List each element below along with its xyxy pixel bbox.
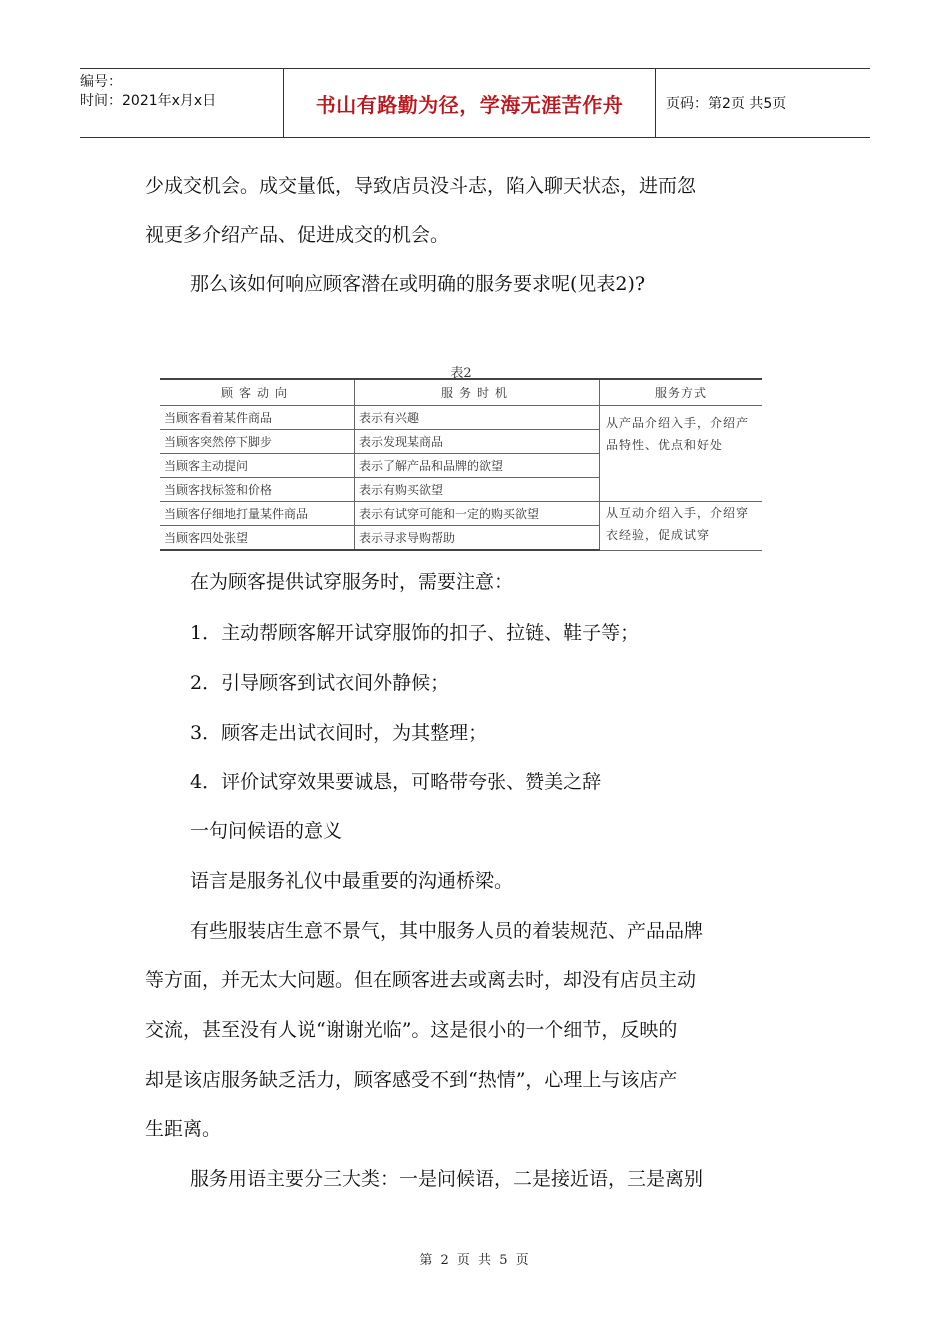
table-cell: 当顾客看着某件商品 [160, 406, 355, 430]
doc-time: 时间：2021年x月x日 [80, 93, 217, 109]
paragraph-line: 有些服装店生意不景气，其中服务人员的着装规范、产品品牌 [190, 920, 704, 942]
paragraph: 在为顾客提供试穿服务时，需要注意： [190, 571, 514, 593]
paragraph: 语言是服务礼仪中最重要的沟通桥梁。 [190, 870, 514, 892]
paragraph-line: 视更多介绍产品、促进成交的机会。 [145, 224, 450, 246]
table-cell: 当顾客四处张望 [160, 526, 355, 551]
header-meta [80, 69, 283, 141]
table-cell: 表示有试穿可能和一定的购买欲望 [355, 502, 600, 526]
header-page-info: 页码：第2页 共5页 [666, 96, 787, 112]
table-cell-method: 从产品介绍入手，介绍产品特性、优点和好处 [600, 406, 763, 502]
table-cell: 表示有兴趣 [355, 406, 600, 430]
list-item: 4．评价试穿效果要诚恳，可略带夸张、赞美之辞 [190, 771, 602, 793]
paragraph-line: 服务用语主要分三大类：一是问候语，二是接近语，三是离别 [190, 1168, 704, 1190]
paragraph-line: 生距离。 [145, 1118, 222, 1140]
paragraph-line: 少成交机会。成交量低，导致店员没斗志，陷入聊天状态，进而忽 [145, 175, 697, 197]
doc-number: 编号： [80, 74, 122, 90]
table-caption: 表2 [450, 366, 472, 381]
section-heading: 一句问候语的意义 [190, 820, 343, 842]
table-cell: 表示了解产品和品牌的欲望 [355, 454, 600, 478]
header-motto: 书山有路勤为径，学海无涯苦作舟 [283, 69, 656, 137]
table-cell-method: 从互动介绍入手，介绍穿衣经验，促成试穿 [600, 502, 763, 551]
list-item: 3．顾客走出试衣间时，为其整理； [190, 722, 488, 744]
table-cell: 当顾客主动提问 [160, 454, 355, 478]
table-row [160, 502, 762, 526]
page-footer: 第 2 页 共 5 页 [419, 1253, 531, 1268]
table-header: 服务时机 [355, 379, 600, 406]
table-header: 服务方式 [600, 379, 763, 406]
page-header [80, 68, 870, 138]
table-cell: 表示寻求导购帮助 [355, 526, 600, 551]
table-cell: 当顾客仔细地打量某件商品 [160, 502, 355, 526]
table-cell: 当顾客突然停下脚步 [160, 430, 355, 454]
paragraph-line: 却是该店服务缺乏活力，顾客感受不到“热情”，心理上与该店产 [145, 1069, 678, 1091]
list-item: 2．引导顾客到试衣间外静候； [190, 672, 450, 694]
table-row [160, 406, 762, 430]
table-header: 顾客动向 [160, 379, 355, 406]
paragraph-line: 等方面，并无太大问题。但在顾客进去或离去时，却没有店员主动 [145, 969, 697, 991]
table-header-row [160, 379, 762, 406]
table-cell: 表示有购买欲望 [355, 478, 600, 502]
service-table [160, 378, 762, 551]
paragraph-line: 交流，甚至没有人说“谢谢光临”。这是很小的一个细节，反映的 [145, 1019, 678, 1041]
table-cell: 表示发现某商品 [355, 430, 600, 454]
paragraph: 那么该如何响应顾客潜在或明确的服务要求呢(见表2)? [190, 273, 646, 295]
table-cell: 当顾客找标签和价格 [160, 478, 355, 502]
table-figure [160, 360, 762, 550]
list-item: 1．主动帮顾客解开试穿服饰的扣子、拉链、鞋子等； [190, 622, 640, 644]
